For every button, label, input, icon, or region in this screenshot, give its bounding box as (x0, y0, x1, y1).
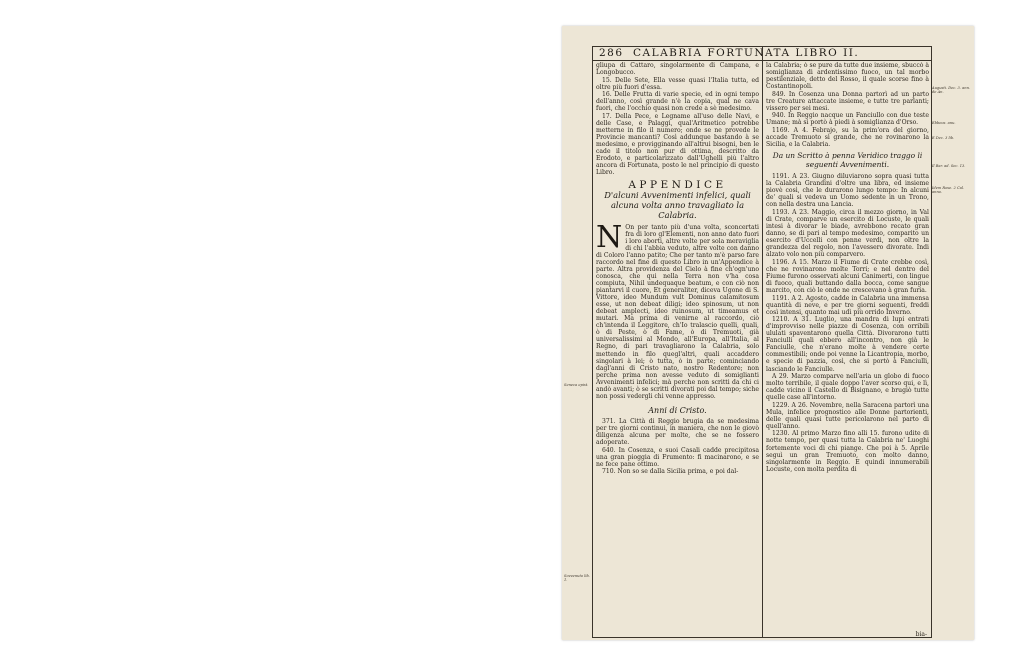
paragraph: 1191. A 2. Agosto, cadde in Calabria una immensa quantità di neve, e per tre giorni seguenti, freddi così intensi, quanto mai udì più orrido Inverno. (766, 294, 929, 316)
paragraph: 940. In Reggio nacque un Fanciullo con due teste Umane; mà sì portò à piedi à somiglianza d'Orso. (766, 112, 929, 127)
margin-note: Ebbeos. anu. (932, 121, 956, 125)
drop-cap: N (596, 219, 623, 255)
section-heading: Da un Scritto à penna Veridico traggo li seguenti Avvenimenti. (772, 151, 923, 169)
margin-note: E Dec. 3 lib. (932, 136, 955, 140)
paragraph: 17. Della Pece, e Legname all'uso delle Navi, e delle Case, e Palaggi, qual'Aritmetico potrebbe metterne in filo il numero; onde se ne provede le Provincie mancanti? Così addunque bastando à se medesimo, e provigginando all'altrui bisogni, ben le cade il titolo non pur di ottima, descritto da Erodoto, e particolarizzato dall'Ughelli più l'altro ancora di Fortunata, posto le nel principio di questo Libro. (596, 112, 759, 177)
paragraph: 849. In Cosenza una Donna partorì ad un parto tre Creature attaccate insieme, e tutte tre parlanti; vissero per sei mesi. (766, 90, 929, 112)
intro-paragraph (596, 219, 759, 400)
margin-note: Seneca epist. (564, 383, 589, 387)
section-heading: Anni di Cristo. (648, 405, 707, 415)
paragraph: 640. In Cosenza, e suoi Casali cadde precipitosa una gran pioggia di Frumento: fi macinarono, e se ne fece pane ottimo. (596, 446, 759, 468)
paragraph: A 29. Marzo comparve nell'aria un globo di fuoco molto terribile, il quale doppo l'aver scorso qui, e lì, cadde vicino il Castello di Bisignano, e brugiò tutte quelle case all'intorno. (766, 373, 929, 402)
catchword: bia- (915, 631, 927, 638)
margin-note: Idem Rose. 2 Cal. anno. (932, 186, 965, 195)
appendix-title: APPENDICE (628, 179, 727, 192)
appendix-subtitle: D'alcuni Avvenimenti infelici, quali alcuna volta anno travagliato la Calabria. (604, 190, 751, 220)
paragraph: 1230. Al primo Marzo fino alli 15. furono udite di notte tempo, per quasi tutta la Calabria ne' Luoghi fortemente voci di chi piange. Che poi à 5. Aprile seguì un gran Tremuoto, con molto danno, singolarmente in Reggio. E quindi innumerabili Locuste, con molta perdita di (766, 430, 929, 473)
page-number: 286 (599, 47, 624, 59)
left-column (596, 62, 759, 636)
paragraph: 1196. A 15. Marzo il Fiume di Crate crebbe così, che ne rovinarono molte Torri; e nel dentro del Fiume furono osservati alcuni Canimerti, con lingue di fuoco, quali buttando dalla bocca, come sangue marcito, con ciò le onde ne crescevano à gran furia. (766, 258, 929, 294)
paragraph: 1229. A 26. Novembre, nella Saracena partorì una Mula, infelice prognostico alle Donne partorienti, delle quali quasi tutte pericolarono nel parto di quell'anno. (766, 401, 929, 430)
paragraph: gliupa di Cattaro, singolarmente di Campana, e Longobucco. (596, 62, 759, 77)
intro-text: On per tanto più d'una volta, sconcertati fra di loro gl'Elementi, non anno dato fuori i loro aborti, altre volte per sola meraviglia di chi l'abbia veduto, altre volte con danno di Coloro l'anno patito; Che per tanto m'è parso fare raccordo nel fine di questo Libro in un'Appendice à parte. Altra providenza del Cielo à fine ch'ogn'uno conosca, che qui nella Terra non v'ha cosa compiuta, Nihil undequaque beatum, e con ciò non piantarvi il cuore, Et generaliter, diceva Ugone di S. Vittore, ideo Mundum vult Dominus calamitosum esse, ut non debeat diligi; ideo spinosum, ut non debeat amplecti, ideo ruinosum, ut timeamus et mutari. Ma prima di venirne al raccordo, ciò ch'intenda il Leggitore, ch'Io tralascio quelli, quali, ò di Peste, ò di Fame, ò di Tremuoti, già universalissimi al Mondo, all'Europa, all'Italia, al Regno, di pari travagliarono la Calabria, solo mettendo in filo quegl'altri, quali accaddero singolari à lei; ò tutta, ò in parte; cominciando dagl'anni di Cristo nato, nostro Redentore; non perche prima non avesse veduto di somiglianti Avvenimenti infelici; mà perche non scritti da chi ci andò avanti; ò se scritti divorati poi dal tempo; siche non possi vedergli chi venne appresso. (596, 223, 759, 400)
paragraph: 16. Delle Frutta di varie specie, ed in ogni tempo dell'anno, così grande n'è la copia, qual ne cava fuori, che l'occhio quasi non crede a sè medesimo. (596, 91, 759, 113)
book-page (562, 26, 974, 640)
margin-note: Il Bar. ad. Sec. 13. (932, 164, 966, 168)
right-column (766, 62, 929, 636)
paragraph: 710. Non so se dalla Sicilia prima, e poi dal- (602, 468, 739, 476)
paragraph: 1191. A 23. Giugno diluviarono sopra quasi tutta la Calabria Grandini d'oltre una libra, ed insieme piovè così, che le durarono lungo tempo: In alcuni de' quali si vedeva un Uomo sedente in un Trono, con nella destra una Lancia. (766, 173, 929, 209)
text-frame (592, 46, 932, 638)
paragraph: 15. Delle Sete, Ella vesse quasi l'Italia tutta, ed oltre più fuori d'essa. (596, 76, 759, 91)
paragraph: 371. La Città di Reggio brugia da se medesima per tre giorni continui, in maniera, che non le giovò diligenza alcuna per molte, che se ne fossero adoperate. (596, 417, 759, 447)
paragraph: 1210. A 31. Luglio, una mandra di lupi entrati d'improvviso nelle piazze di Cosenza, con orribili ululati spaventarono quella Città. Divorarono tutti Fanciulli quali ebbero all'incontro, non già le Fanciulle, che n'erano molte à vendere certe commestibili; onde poi venne la Licantropia, morbo, e specie di pazzia, così, che si portò à Fanciulli, lasciando le Fanciulle. (766, 316, 929, 373)
paragraph: 1193. A 23. Maggio, circa il mezzo giorno, in Val di Crate, comparve un esercito di Locuste, le quali intesi à divorar le biade, avrebbono recato gran danno, se di pari al tempo medesimo, comparito un esercito d'Uccelli con penne verdi, non oltre la grandezza del regolo, non l'avessero divorate. Indi alzato volo non più comparvero. (766, 208, 929, 259)
paragraph: 1169. A 4. Febrajo, su la prim'ora del giorno, accade Tremuoto sì grande, che ne rovinarono la Sicilia, e la Calabria. (766, 126, 929, 149)
margin-note: Augusti. Dec. 3. ann. de An. (932, 86, 971, 95)
column-divider (762, 47, 763, 637)
paragraph: la Calabria; ò se pure da tutte due insieme, sbuccò à somiglianza di ardentissimo fuoco, un tal morbo pestilenziale, detto del Rosso, il quale scorse fino à Costantinopoli. (766, 62, 929, 91)
running-title: CALABRIA FORTUNATA LIBRO II. (633, 47, 860, 59)
margin-note: Sovvenuto lib. 1. (564, 574, 590, 583)
